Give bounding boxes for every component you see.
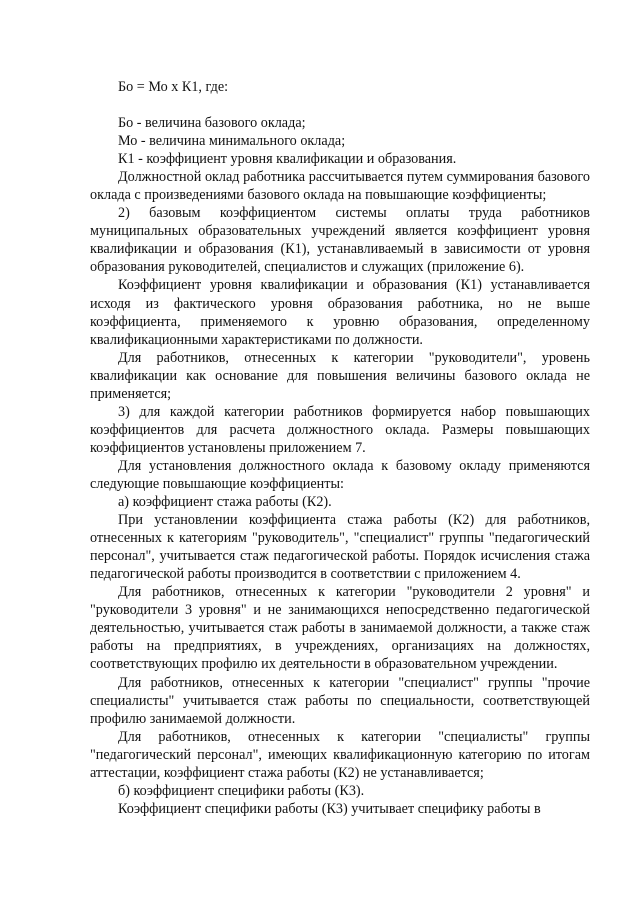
- paragraph: Для работников, отнесенных к категории "специалисты" группы "педагогический персонал", имеющих квалификационную категорию по итогам аттестации, коэффициент стажа работы (К2) не устанавливается;: [90, 728, 590, 781]
- paragraph: Для работников, отнесенных к категории "специалист" группы "прочие специалисты" учитывается стаж работы по специальности, соответствующей профилю занимаемой должности.: [90, 674, 590, 727]
- paragraph: Для установления должностного оклада к базовому окладу применяются следующие повышающие коэффициенты:: [90, 457, 590, 492]
- paragraph: 2) базовым коэффициентом системы оплаты труда работников муниципальных образовательных учреждений является коэффициент уровня квалификации и образования (К1), устанавливаемый в зависимости от уровня образования руководителей, специалистов и служащих (приложение 6).: [90, 205, 590, 276]
- paragraph: а) коэффициент стажа работы (К2).: [118, 494, 332, 511]
- paragraph: Для работников, отнесенных к категории "руководители", уровень квалификации как основание для повышения величины базового оклада не применяется;: [90, 349, 590, 402]
- paragraph: Мо - величина минимального оклада;: [118, 133, 346, 150]
- paragraph: Коэффициент уровня квалификации и образования (К1) устанавливается исходя из фактического уровня образования работника, но не выше коэффициента, применяемого к уровню образования, определенному квалификационными характеристиками по должности.: [90, 277, 590, 348]
- paragraph: б) коэффициент специфики работы (К3).: [118, 782, 365, 799]
- formula-line: Бо = Мо х К1, где:: [118, 79, 229, 95]
- paragraph: Для работников, отнесенных к категории "руководители 2 уровня" и "руководители 3 уровня" и не занимающихся непосредственно педагогической деятельностью, учитывается стаж работы в занимаемой должности, а также стаж работы на предприятиях, в учреждениях, организациях на должностях, соответствующих профилю их деятельности в образовательном учреждении.: [90, 584, 590, 673]
- paragraph: Коэффициент специфики работы (К3) учитывает специфику работы в: [118, 800, 541, 817]
- paragraph: Должностной оклад работника рассчитывается путем суммирования базового оклада с произведениями базового оклада на повышающие коэффициенты;: [90, 169, 590, 204]
- document-text: [90, 78, 590, 818]
- paragraph: К1 - коэффициент уровня квалификации и образования.: [118, 151, 457, 168]
- paragraph: Бо - величина базового оклада;: [118, 115, 306, 132]
- paragraph: При установлении коэффициента стажа работы (К2) для работников, отнесенных к категориям "руководитель", "специалист" группы "педагогический персонал", учитывается стаж педагогической работы. Порядок исчисления стажа педагогической работы производится в соответствии с приложением 4.: [90, 512, 590, 583]
- paragraph: 3) для каждой категории работников формируется набор повышающих коэффициентов для расчета должностного оклада. Размеры повышающих коэффициентов установлены приложением 7.: [90, 403, 590, 456]
